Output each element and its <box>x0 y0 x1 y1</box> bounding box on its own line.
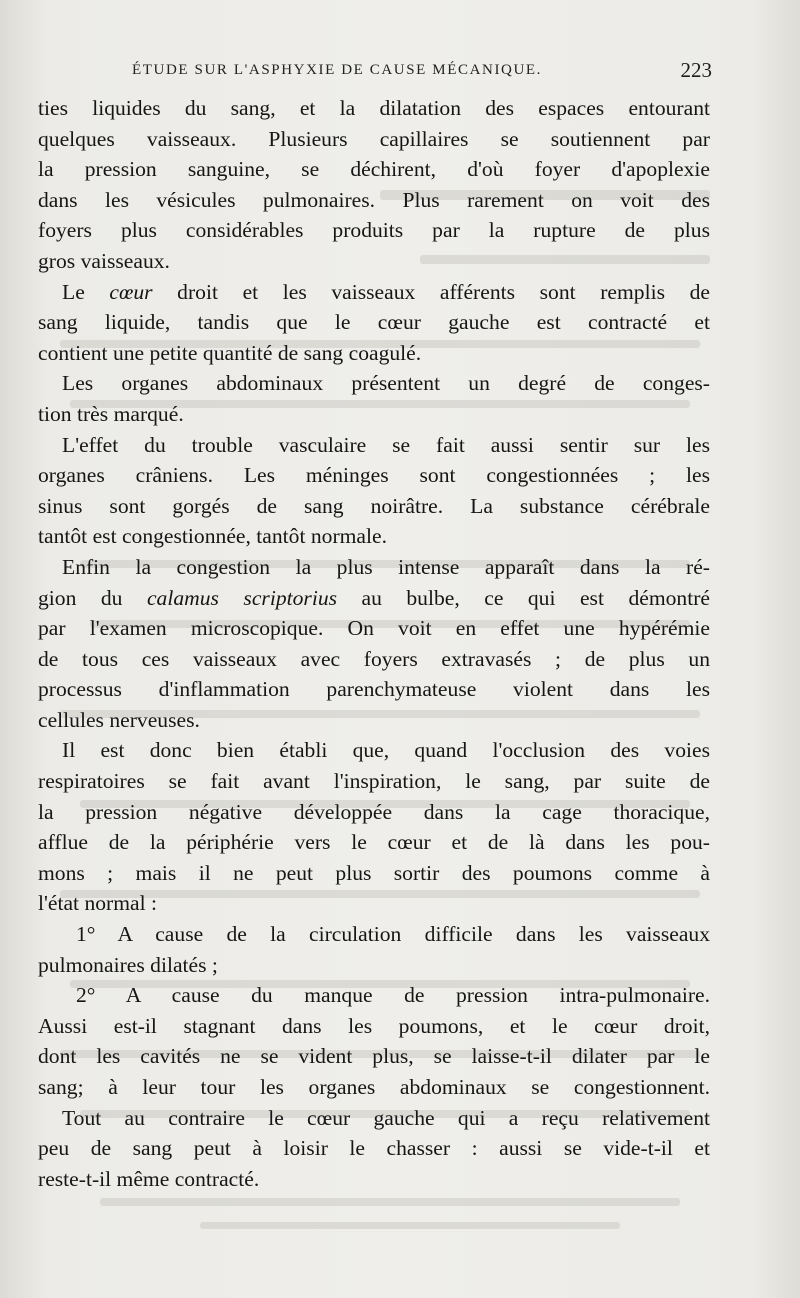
italic-term: calamus scriptorius <box>146 585 338 610</box>
text-line: par l'examen microscopique. On voit en effet une hypérémie <box>38 616 710 641</box>
text-line: contient une petite quantité de sang coagulé. <box>38 340 422 365</box>
page-header <box>46 58 716 88</box>
text-line: tion très marqué. <box>38 401 184 426</box>
text-line: pulmonaires dilatés ; <box>38 952 218 977</box>
text-line: mons ; mais il ne peut plus sortir des poumons comme à <box>38 860 710 885</box>
text-run: droit et les vaisseaux afférents sont remplis de <box>152 279 710 304</box>
text-run: au bulbe, ce qui est démontré <box>337 585 710 610</box>
text-line: sinus sont gorgés de sang noirâtre. La substance cérébrale <box>38 493 710 518</box>
italic-term: cœur <box>109 279 153 304</box>
text-line: sang; à leur tour les organes abdominaux se congestionnent. <box>38 1075 710 1099</box>
text-line: sang liquide, tandis que le cœur gauche est contracté et <box>38 310 710 335</box>
text-line: Enfin la congestion la plus intense apparaît dans la ré- <box>62 554 710 579</box>
text-line: afflue de la périphérie vers le cœur et de là dans les pou- <box>38 830 710 855</box>
text-line: l'état normal : <box>38 891 158 916</box>
text-line: de tous ces vaisseaux avec foyers extravasés ; de plus un <box>38 646 710 671</box>
text-run: gion du <box>38 585 147 610</box>
paragraph-9 <box>38 1103 710 1195</box>
paragraph-1 <box>38 93 710 277</box>
text-line <box>38 277 710 308</box>
paragraph-2 <box>38 277 710 369</box>
list-item-1 <box>38 919 710 980</box>
text-line: respiratoires se fait avant l'inspiration, le sang, par suite de <box>38 769 710 794</box>
text-line: 1° A cause de la circulation difficile dans les vaisseaux <box>76 922 710 947</box>
text-line: Il est donc bien établi que, quand l'occlusion des voies <box>62 738 710 763</box>
text-line: la pression sanguine, se déchirent, d'où foyer d'apoplexie <box>38 157 710 182</box>
paragraph-6 <box>38 735 710 919</box>
text-line: Aussi est-il stagnant dans les poumons, et le cœur droit, <box>38 1013 710 1038</box>
page-number: 223 <box>680 58 712 82</box>
text-line: processus d'inflammation parenchymateuse violent dans les <box>38 677 710 702</box>
text-line: Tout au contraire le cœur gauche qui a reçu relativement <box>62 1105 710 1130</box>
paragraph-5 <box>38 552 710 736</box>
body-text <box>38 93 710 1194</box>
text-line: ties liquides du sang, et la dilatation des espaces entourant <box>38 96 710 120</box>
text-line: peu de sang peut à loisir le chasser : aussi se vide-t-il et <box>38 1136 710 1161</box>
text-line <box>38 583 710 614</box>
text-line: dans les vésicules pulmonaires. Plus rarement on voit des <box>38 187 710 212</box>
text-line: foyers plus considérables produits par la rupture de plus <box>38 218 710 243</box>
paragraph-3 <box>38 368 710 429</box>
text-line: cellules nerveuses. <box>38 707 200 732</box>
list-item-2 <box>38 980 710 1102</box>
text-run: Le <box>62 279 110 304</box>
text-line: gros vaisseaux. <box>38 248 170 273</box>
text-line: reste-t-il même contracté. <box>38 1166 260 1191</box>
text-line: tantôt est congestionnée, tantôt normale. <box>38 524 388 549</box>
text-line: la pression négative développée dans la cage thoracique, <box>38 799 710 824</box>
text-line: dont les cavités ne se vident plus, se laisse-t-il dilater par le <box>38 1044 710 1069</box>
text-line: quelques vaisseaux. Plusieurs capillaires se soutiennent par <box>38 126 710 151</box>
text-line: Les organes abdominaux présentent un degré de conges- <box>62 371 710 396</box>
text-line: 2° A cause du manque de pression intra-pulmonaire. <box>76 983 710 1008</box>
running-title: ÉTUDE SUR L'ASPHYXIE DE CAUSE MÉCANIQUE. <box>132 62 543 78</box>
text-line: organes crâniens. Les méninges sont congestionnées ; les <box>38 463 710 488</box>
text-line: L'effet du trouble vasculaire se fait aussi sentir sur les <box>62 432 710 457</box>
paragraph-4 <box>38 430 710 552</box>
